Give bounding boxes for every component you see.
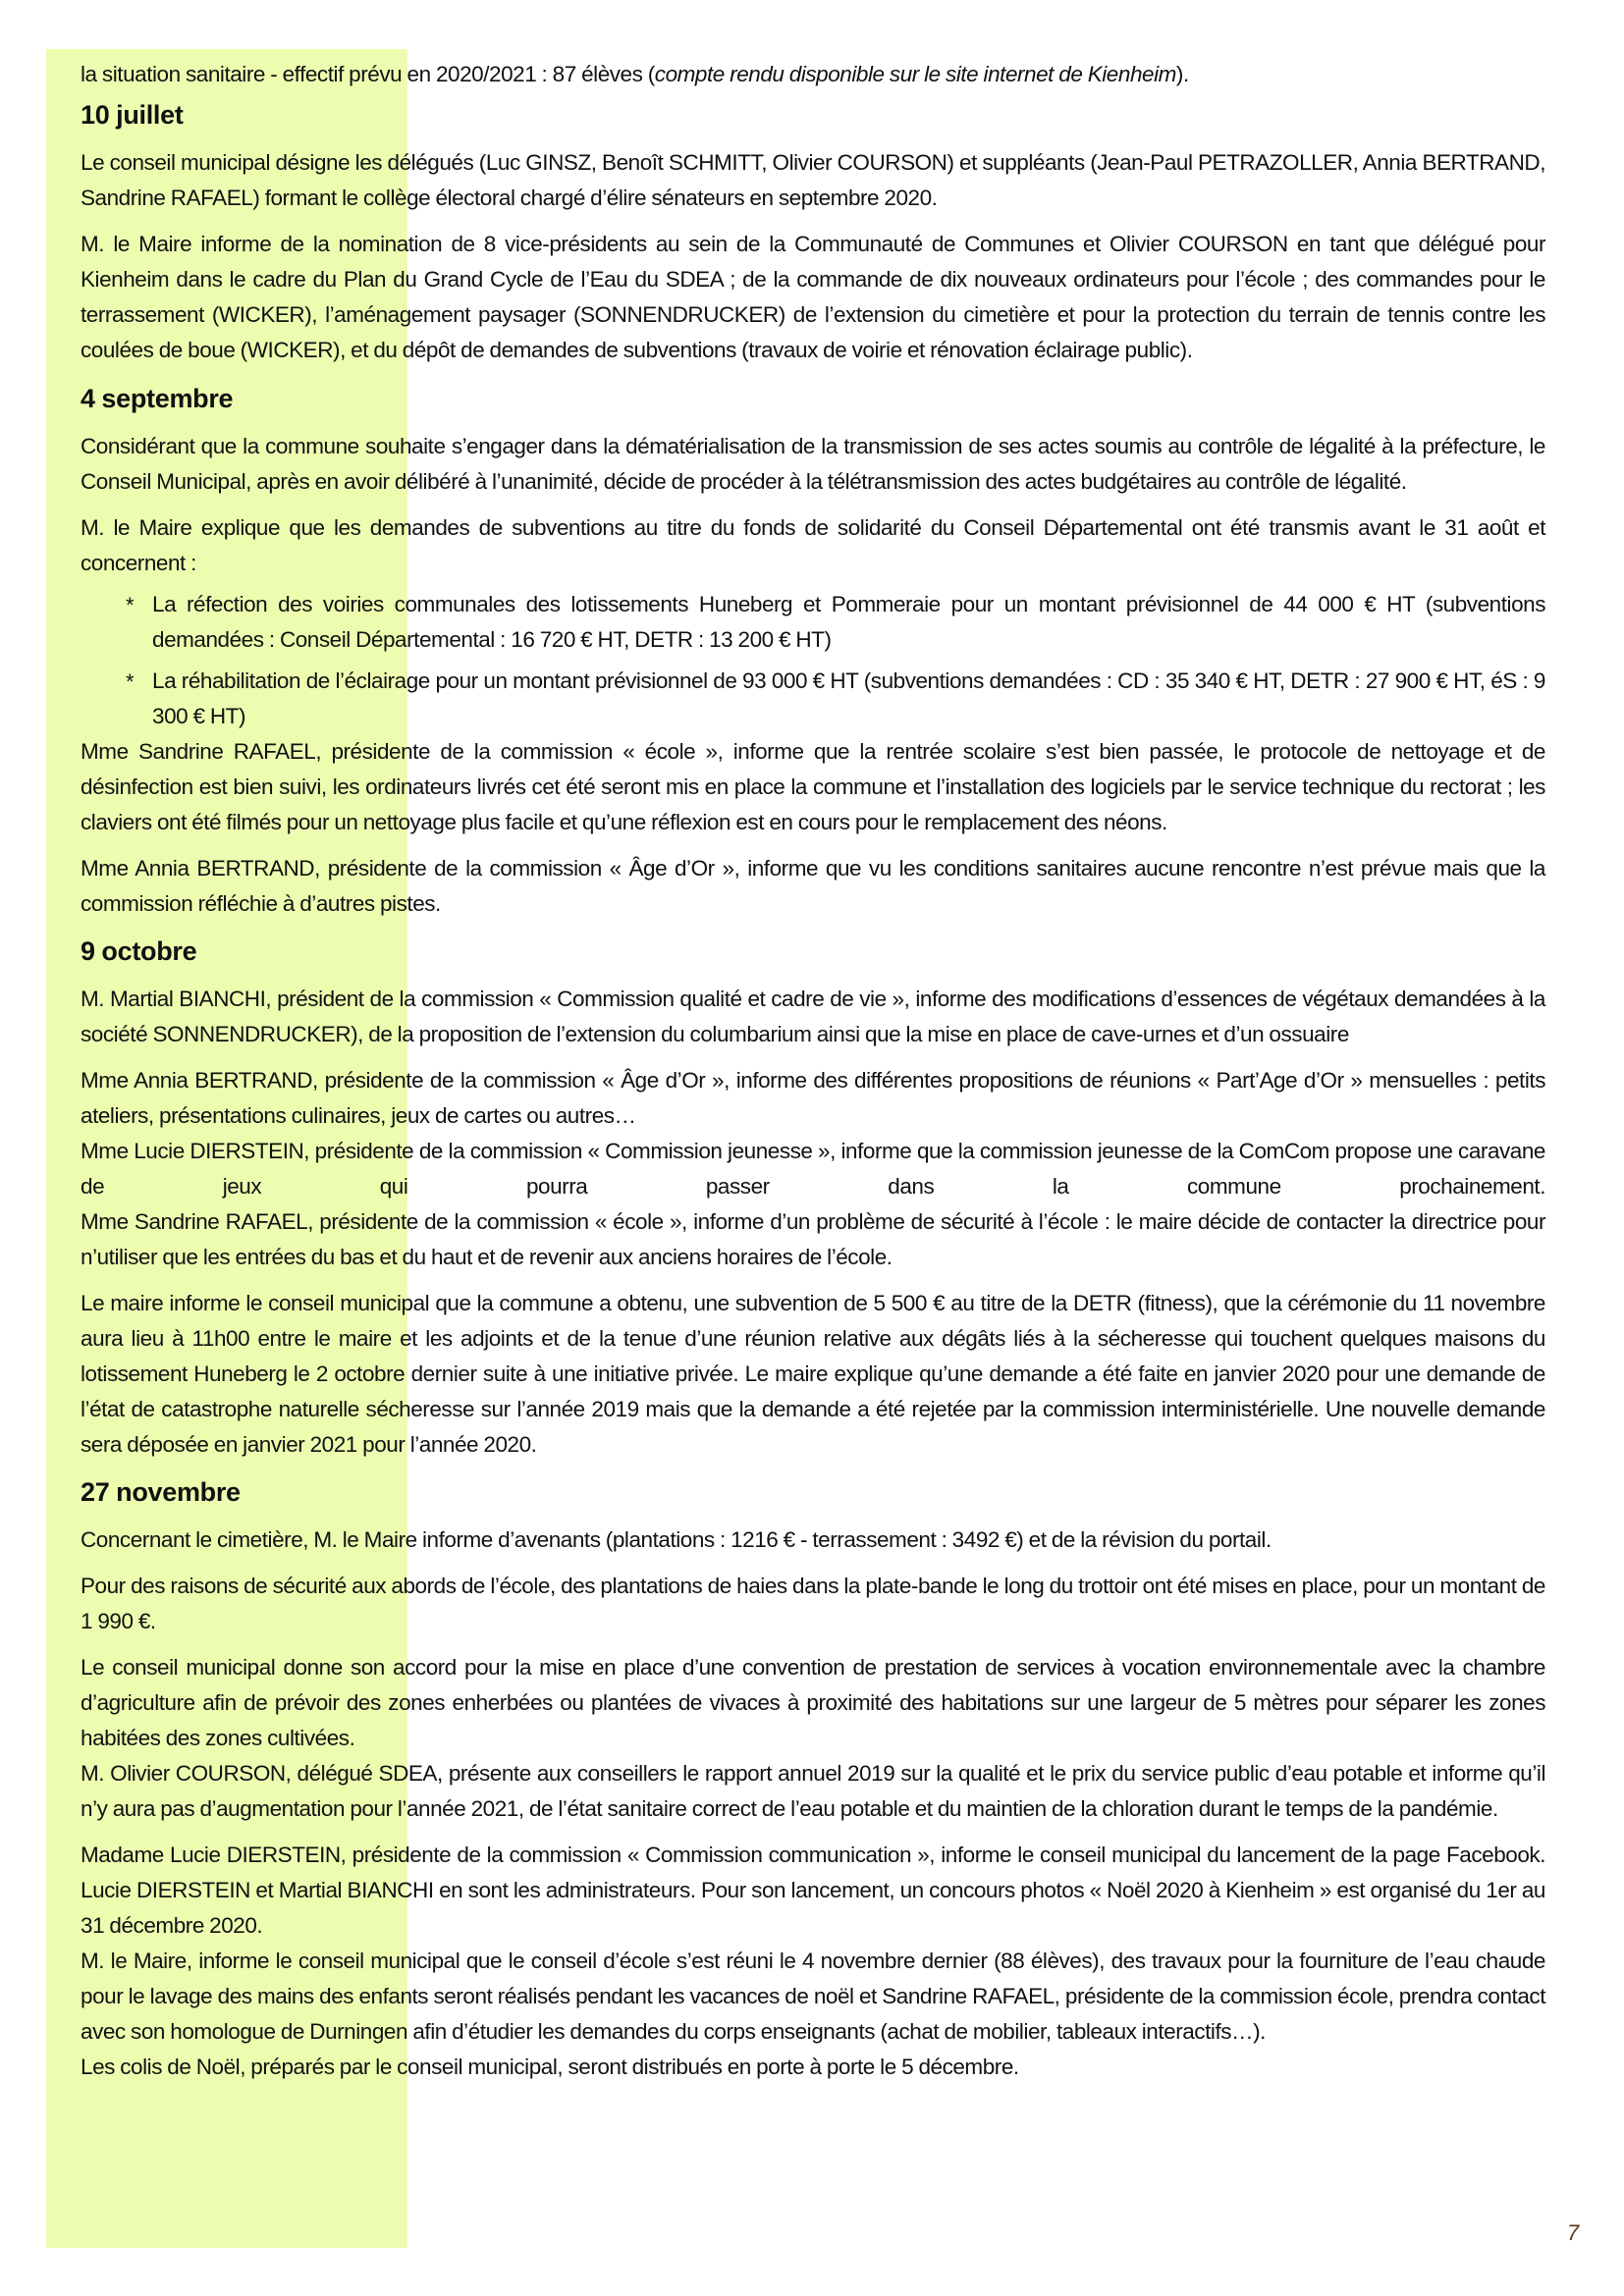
asterisk-bullet-icon: * — [126, 669, 135, 694]
heading-10-juillet: 10 juillet — [81, 100, 184, 130]
paragraph: M. Martial BIANCHI, président de la commission « Commission qualité et cadre de vie », informe des modifications d’essences de végétaux demandées à la société SONNENDRUCKER), de la proposition de l’extension du columbarium ainsi que la mise en place de cave-urnes et d’un ossuaire — [81, 987, 1545, 1046]
paragraph: Les colis de Noël, préparés par le conseil municipal, seront distribués en porte à porte le 5 décembre. — [81, 2055, 1019, 2079]
list-item — [126, 664, 1545, 734]
list-item-text: La réfection des voiries communales des lotissements Huneberg et Pommeraie pour un montant prévisionnel de 44 000 € HT (subventions demandées : Conseil Départemental : 16 720 € HT, DETR : 13 200 € HT) — [152, 592, 1545, 652]
heading-9-octobre: 9 octobre — [81, 936, 197, 966]
paragraph: Mme Annia BERTRAND, présidente de la commission « Âge d’Or », informe que vu les conditions sanitaires aucune rencontre n’est prévue mais que la commission réfléchie à d’autres pistes. — [81, 856, 1545, 916]
paragraph: Le maire informe le conseil municipal que la commune a obtenu, une subvention de 5 500 € au titre de la DETR (fitness), que la cérémonie du 11 novembre aura lieu à 11h00 entre le maire et les adjoints et de la tenue d’une réunion relative aux dégâts liés à la sécheresse qui touchent quelques maisons du lotissement Huneberg le 2 octobre dernier suite à une initiative privée. Le maire explique qu’une demande a été faite en janvier 2020 pour une demande de l’état de catastrophe naturelle sécheresse sur l’année 2019 mais que la demande a été rejetée par la commission interministérielle. Une nouvelle demande sera déposée en janvier 2021 pour l’année 2020. — [81, 1291, 1545, 1457]
intro-text: la situation sanitaire - effectif prévu en 2020/2021 : 87 élèves ( — [81, 62, 655, 86]
intro-italic-note: compte rendu disponible sur le site internet de Kienheim — [654, 62, 1176, 86]
subsidy-list — [81, 587, 1545, 734]
paragraph: Pour des raisons de sécurité aux abords de l’école, des plantations de haies dans la plate-bande le long du trottoir ont été mises en place, pour un montant de 1 990 €. — [81, 1574, 1545, 1633]
section-9-octobre — [81, 933, 1545, 1463]
paragraph: Mme Lucie DIERSTEIN, présidente de la commission « Commission jeunesse », informe que la commission jeunesse de la ComCom propose une caravane de jeux qui pourra passer dans la commune prochainement. — [81, 1139, 1545, 1199]
heading-4-septembre: 4 septembre — [81, 384, 234, 413]
paragraph: Madame Lucie DIERSTEIN, présidente de la commission « Commission communication », informe le conseil municipal du lancement de la page Facebook. Lucie DIERSTEIN et Martial BIANCHI en sont les administrateurs. Pour son lancement, un concours photos « Noël 2020 à Kienheim » est organisé du 1er au 31 décembre 2020. — [81, 1842, 1545, 1938]
paragraph: Mme Sandrine RAFAEL, présidente de la commission « école », informe que la rentrée scolaire s’est bien passée, le protocole de nettoyage et de désinfection est bien suivi, les ordinateurs livrés cet été seront mis en place la commune et l’installation des logiciels par le service technique du rectorat ; les claviers ont été filmés pour un nettoyage plus facile et qu’une réflexion est en cours pour le remplacement des néons. — [81, 739, 1545, 834]
paragraph: Concernant le cimetière, M. le Maire informe d’avenants (plantations : 1216 € - terrassement : 3492 €) et de la révision du portail. — [81, 1527, 1272, 1552]
section-4-septembre — [81, 380, 1545, 922]
paragraph: Le conseil municipal désigne les délégués (Luc GINSZ, Benoît SCHMITT, Olivier COURSON) et suppléants (Jean-Paul PETRAZOLLER, Annia BERTRAND, Sandrine RAFAEL) formant le collège électoral chargé d’élire sénateurs en septembre 2020. — [81, 150, 1545, 210]
page-number: 7 — [1567, 2220, 1580, 2245]
paragraph: Mme Annia BERTRAND, présidente de la commission « Âge d’Or », informe des différentes propositions de réunions « Part’Age d’Or » mensuelles : petits ateliers, présentations culinaires, jeux de cartes ou autres… — [81, 1068, 1545, 1128]
paragraph: Le conseil municipal donne son accord pour la mise en place d’une convention de prestation de services à vocation environnementale avec la chambre d’agriculture afin de prévoir des zones enherbées ou plantées de vivaces à proximité des habitations sur une largeur de 5 mètres pour séparer les zones habitées des zones cultivées. — [81, 1655, 1545, 1750]
asterisk-bullet-icon: * — [126, 593, 135, 617]
section-10-juillet — [81, 96, 1545, 368]
paragraph: M. le Maire, informe le conseil municipal que le conseil d’école s’est réuni le 4 novembre dernier (88 élèves), des travaux pour la fourniture de l’eau chaude pour le lavage des mains des enfants seront réalisés pendant les vacances de noël et Sandrine RAFAEL, présidente de la commission école, prendra contact avec son homologue de Durningen afin d’étudier les demandes du corps enseignants (achat de mobilier, tableaux interactifs…). — [81, 1949, 1545, 2044]
list-item-text: La réhabilitation de l’éclairage pour un montant prévisionnel de 93 000 € HT (subventions demandées : CD : 35 340 € HT, DETR : 27 900 € HT, éS : 9 300 € HT) — [152, 668, 1545, 728]
intro-end: ). — [1175, 62, 1189, 86]
document-body — [81, 57, 1545, 2085]
list-item — [126, 587, 1545, 658]
section-27-novembre — [81, 1473, 1545, 2085]
paragraph: Mme Sandrine RAFAEL, présidente de la commission « école », informe d’un problème de sécurité à l’école : le maire décide de contacter la directrice pour n’utiliser que les entrées du bas et du haut et de revenir aux anciens horaires de l’école. — [81, 1209, 1545, 1269]
heading-27-novembre: 27 novembre — [81, 1477, 241, 1507]
paragraph: M. Olivier COURSON, délégué SDEA, présente aux conseillers le rapport annuel 2019 sur la qualité et le prix du service public d’eau potable et informe qu’il n’y aura pas d’augmentation pour l’année 2021, de l’état sanitaire correct de l’eau potable et du maintien de la chloration durant le temps de la pandémie. — [81, 1761, 1545, 1821]
paragraph: Considérant que la commune souhaite s’engager dans la dématérialisation de la transmission de ses actes soumis au contrôle de légalité à la préfecture, le Conseil Municipal, après en avoir délibéré à l’unanimité, décide de procéder à la télétransmission des actes budgétaires au contrôle de légalité. — [81, 434, 1545, 494]
paragraph: M. le Maire informe de la nomination de 8 vice-présidents au sein de la Communauté de Communes et Olivier COURSON en tant que délégué pour Kienheim dans le cadre du Plan du Grand Cycle de l’Eau du SDEA ; de la commande de dix nouveaux ordinateurs pour l’école ; des commandes pour le terrassement (WICKER), l’aménagement paysager (SONNENDRUCKER) de l’extension du cimetière et pour la protection du terrain de tennis contre les coulées de boue (WICKER), et du dépôt de demandes de subventions (travaux de voirie et rénovation éclairage public). — [81, 232, 1545, 362]
paragraph: M. le Maire explique que les demandes de subventions au titre du fonds de solidarité du Conseil Départemental ont été transmis avant le 31 août et concernent : — [81, 515, 1545, 575]
intro-paragraph — [81, 57, 1545, 92]
